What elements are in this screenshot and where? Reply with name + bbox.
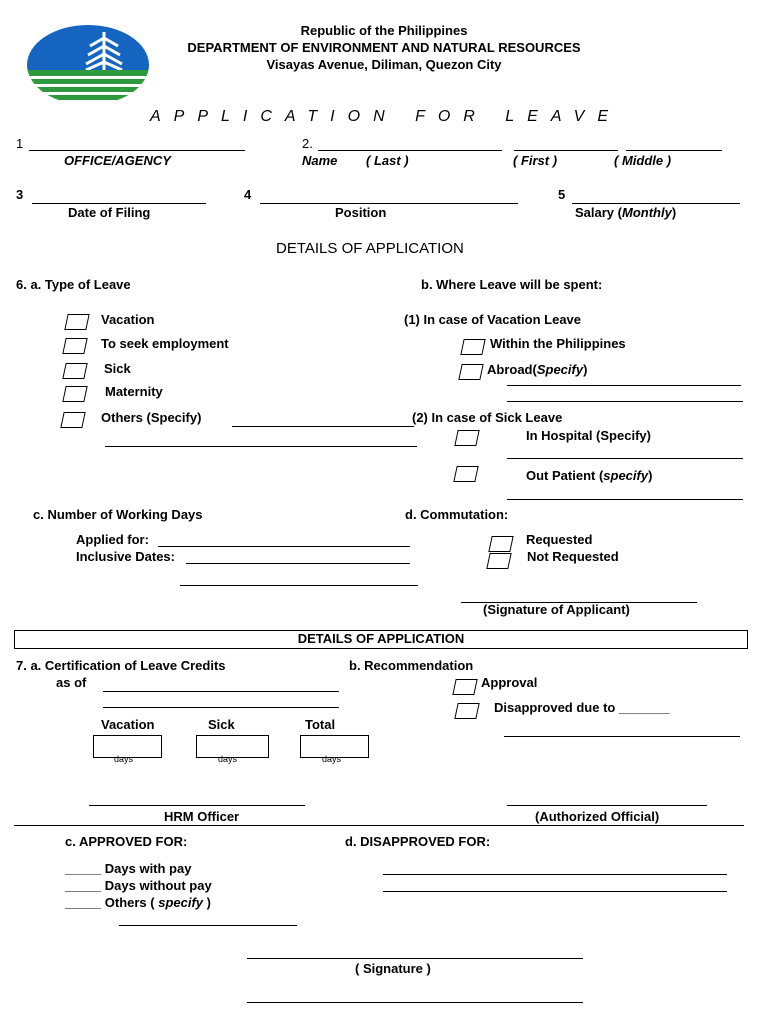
disapproved-label: Disapproved due to _______ — [494, 700, 670, 715]
field-number-1: 1 — [16, 136, 24, 151]
seek-employment-label: To seek employment — [101, 336, 229, 351]
requested-label: Requested — [526, 532, 593, 547]
type-of-leave-title: 6. a. Type of Leave — [16, 277, 131, 292]
not-requested-checkbox[interactable] — [486, 553, 511, 569]
disapproved-reason-line[interactable] — [504, 736, 740, 737]
others-approved-line[interactable] — [119, 925, 297, 926]
field-number-5: 5 — [558, 187, 566, 202]
authorized-official-label: (Authorized Official) — [535, 809, 660, 824]
authorized-official-signature-line[interactable] — [507, 805, 707, 806]
sick-case-label: (2) In case of Sick Leave — [412, 410, 563, 425]
maternity-label: Maternity — [105, 384, 163, 399]
date-of-filing-label: Date of Filing — [68, 205, 151, 220]
inclusive-dates-line[interactable] — [186, 563, 410, 564]
where-leave-title: b. Where Leave will be spent: — [421, 277, 603, 292]
within-philippines-checkbox[interactable] — [460, 339, 485, 355]
header-republic: Republic of the Philippines — [300, 23, 468, 38]
final-signature-line-2[interactable] — [247, 1002, 583, 1003]
inclusive-dates-line-2[interactable] — [180, 585, 418, 586]
header-department: DEPARTMENT OF ENVIRONMENT AND NATURAL RESOURCES — [187, 40, 581, 55]
details-heading: DETAILS OF APPLICATION — [276, 240, 464, 257]
salary-label: Salary (Monthly) — [575, 205, 677, 220]
disapproved-for-title: d. DISAPPROVED FOR: — [345, 834, 491, 849]
header-address: Visayas Avenue, Diliman, Quezon City — [266, 57, 502, 72]
hospital-specify-line[interactable] — [507, 458, 743, 459]
field-number-3: 3 — [16, 187, 24, 202]
commutation-title: d. Commutation: — [405, 507, 509, 522]
as-of-line[interactable] — [103, 691, 339, 692]
approval-label: Approval — [481, 675, 538, 690]
out-patient-label: Out Patient (specify) — [526, 468, 653, 483]
middle-label: ( Middle ) — [614, 153, 672, 168]
office-label: OFFICE/AGENCY — [64, 153, 171, 168]
middle-name-line[interactable] — [626, 150, 722, 151]
field-number-2: 2. — [302, 136, 313, 151]
office-line[interactable] — [29, 150, 245, 151]
last-label: ( Last ) — [366, 153, 409, 168]
out-patient-checkbox[interactable] — [453, 466, 478, 482]
approval-checkbox[interactable] — [452, 679, 477, 695]
sick-checkbox[interactable] — [62, 363, 87, 379]
in-hospital-checkbox[interactable] — [454, 430, 479, 446]
requested-checkbox[interactable] — [488, 536, 513, 552]
abroad-checkbox[interactable] — [458, 364, 483, 380]
position-label: Position — [335, 205, 387, 220]
others-specify-line-2[interactable] — [105, 446, 417, 447]
vacation-days-unit: days — [114, 754, 134, 764]
vacation-case-label: (1) In case of Vacation Leave — [404, 312, 582, 327]
applied-for-line[interactable] — [158, 546, 410, 547]
others-checkbox[interactable] — [60, 412, 85, 428]
date-of-filing-line[interactable] — [32, 203, 206, 204]
as-of-line-2[interactable] — [103, 707, 339, 708]
first-name-line[interactable] — [514, 150, 618, 151]
total-credit-label: Total — [305, 717, 336, 732]
days-without-pay-label: _____ Days without pay — [65, 878, 212, 893]
form-title: APPLICATION FOR LEAVE — [150, 108, 621, 125]
vacation-credit-label: Vacation — [101, 717, 155, 732]
others-label: Others (Specify) — [101, 410, 202, 425]
sick-credit-label: Sick — [208, 717, 235, 732]
hrm-officer-signature-line[interactable] — [89, 805, 305, 806]
signature-label: ( Signature ) — [355, 961, 431, 976]
first-label: ( First ) — [513, 153, 558, 168]
others-approved-label: _____ Others ( specify ) — [65, 895, 212, 910]
final-signature-line[interactable] — [247, 958, 583, 959]
abroad-specify-line-2[interactable] — [507, 401, 743, 402]
as-of-label: as of — [56, 675, 87, 690]
out-patient-specify-line[interactable] — [507, 499, 743, 500]
disapproved-for-line[interactable] — [383, 874, 727, 875]
last-name-line[interactable] — [318, 150, 502, 151]
sick-days-unit: days — [218, 754, 238, 764]
cert-leave-credits-title: 7. a. Certification of Leave Credits — [16, 658, 226, 673]
vacation-checkbox[interactable] — [64, 314, 89, 330]
days-with-pay-label: _____ Days with pay — [65, 861, 192, 876]
name-label: Name — [302, 153, 338, 168]
inclusive-dates-label: Inclusive Dates: — [76, 549, 175, 564]
others-specify-line[interactable] — [232, 426, 414, 427]
disapproved-checkbox[interactable] — [454, 703, 479, 719]
not-requested-label: Not Requested — [527, 549, 619, 564]
in-hospital-label: In Hospital (Specify) — [526, 428, 651, 443]
sick-label: Sick — [104, 361, 131, 376]
total-days-unit: days — [322, 754, 342, 764]
section-separator — [14, 825, 744, 826]
salary-line[interactable] — [572, 203, 740, 204]
applied-for-label: Applied for: — [76, 532, 149, 547]
position-line[interactable] — [260, 203, 518, 204]
field-number-4: 4 — [244, 187, 252, 202]
seek-employment-checkbox[interactable] — [62, 338, 87, 354]
within-philippines-label: Within the Philippines — [490, 336, 626, 351]
details-bar-label: DETAILS OF APPLICATION — [297, 631, 465, 646]
vacation-label: Vacation — [101, 312, 155, 327]
approved-for-title: c. APPROVED FOR: — [65, 834, 188, 849]
abroad-label: Abroad(Specify) — [487, 362, 588, 377]
signature-applicant-label: (Signature of Applicant) — [483, 602, 630, 617]
working-days-title: c. Number of Working Days — [33, 507, 203, 522]
recommendation-title: b. Recommendation — [349, 658, 474, 673]
hrm-officer-label: HRM Officer — [164, 809, 240, 824]
maternity-checkbox[interactable] — [62, 386, 87, 402]
abroad-specify-line[interactable] — [507, 385, 741, 386]
disapproved-for-line-2[interactable] — [383, 891, 727, 892]
